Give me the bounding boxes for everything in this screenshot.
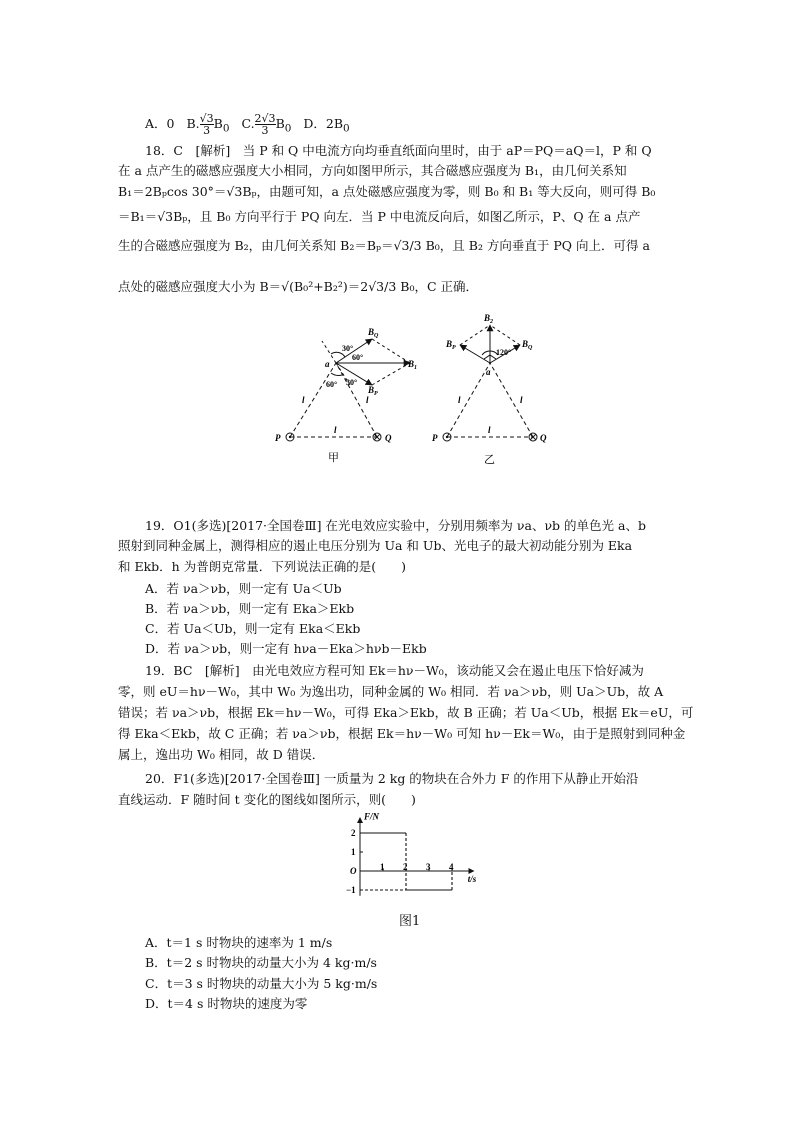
label-l-left: l bbox=[302, 395, 305, 405]
q19-option-a: A．若 νa＞νb，则一定有 Ua＜Ub bbox=[145, 581, 342, 596]
y-tick-label: 1 bbox=[351, 847, 356, 857]
y-tick-label: −1 bbox=[346, 885, 356, 895]
label-BP: $B_P$ bbox=[368, 385, 378, 397]
origin-label: O bbox=[350, 866, 357, 876]
q19-explanation-line: 错误；若 νa＞νb，根据 Ek＝hν－W₀，可得 Eka＞Ekb，故 B 正确；若 Ua＜Ub，根据 Ek＝eU，可 bbox=[118, 705, 694, 720]
label-120: 120° bbox=[496, 348, 512, 357]
q18-explanation-line: B₁＝2Bₚcos 30°＝√3Bₚ，由题可知，a 点处磁感应强度为零，则 B₀ 和 B₁ 等大反向，则可得 B₀ bbox=[118, 184, 656, 199]
q18-explanation-line: 18．C [解析] 当 P 和 Q 中电流方向均垂直纸面向里时，由于 aP＝PQ＝aQ＝l，P 和 Q bbox=[145, 143, 652, 158]
label-l-right: l bbox=[520, 395, 523, 405]
caption-yi: 乙 bbox=[484, 454, 495, 466]
label-Q: Q bbox=[540, 433, 547, 443]
label-BP: $B_P$ bbox=[446, 339, 456, 351]
label-30-top: 30° bbox=[342, 344, 354, 353]
caption-jia: 甲 bbox=[328, 452, 339, 464]
q18-options bbox=[145, 113, 350, 137]
x-tick-label: 3 bbox=[426, 862, 431, 872]
q19-option-b: B．若 νa＞νb，则一定有 Eka＞Ekb bbox=[145, 601, 355, 616]
label-l-right: l bbox=[366, 395, 369, 405]
label-B1: $B_1$ bbox=[408, 359, 418, 371]
label-l-bottom: l bbox=[488, 425, 491, 435]
q19-explanation-line: 属上，逸出功 W₀ 相同，故 D 错误． bbox=[118, 747, 325, 762]
label-B2: $B_2$ bbox=[484, 313, 494, 325]
q18-explanation-line: 在 a 点产生的磁感应强度大小相同，方向如图甲所示，其合磁感应强度为 B₁，由几何关系知 bbox=[118, 163, 627, 178]
q19-explanation-line: 19．BC [解析] 由光电效应方程可知 Ek＝hν－W₀，该动能又会在遏止电压下恰好减为 bbox=[145, 663, 644, 678]
label-a: a bbox=[325, 359, 330, 369]
x-tick-label: 2 bbox=[403, 862, 408, 872]
x-tick-label: 4 bbox=[449, 862, 454, 872]
q19-explanation-line: 得 Eka＜Ekb，故 C 正确；若 νa＞νb，根据 Ek＝hν－W₀ 可知 hν－Ek＝W₀，由于是照射到同种金 bbox=[118, 726, 686, 741]
q19-stem-line: 19．O1(多选)[2017·全国卷Ⅲ] 在光电效应实验中，分别用频率为 νa、νb 的单色光 a、b bbox=[145, 518, 646, 533]
force-time-chart bbox=[330, 808, 490, 908]
x-tick-label: 1 bbox=[380, 862, 385, 872]
label-l-bottom: l bbox=[334, 425, 337, 435]
q19-stem-line: 和 Ekb．h 为普朗克常量．下列说法正确的是( ) bbox=[118, 559, 406, 574]
y-tick-label: 2 bbox=[351, 828, 356, 838]
q18-explanation-line: 点处的磁感应强度大小为 B＝√(B₀²+B₂²)＝2√3/3 B₀，C 正确． bbox=[118, 279, 479, 294]
q18-option-a: A．0 bbox=[145, 116, 175, 131]
q18-explanation-line: ＝B₁＝√3Bₚ，且 B₀ 方向平行于 PQ 向左．当 P 中电流反向后，如图乙所示，P、Q 在 a 点产 bbox=[118, 209, 641, 224]
label-60-top: 60° bbox=[352, 353, 364, 362]
q18-option-b: B. $\frac{√3}{3}$ $B_0$ bbox=[186, 112, 230, 137]
figure-yi bbox=[432, 313, 547, 466]
label-Q: Q bbox=[385, 433, 392, 443]
q19-stem-line: 照射到同种金属上，测得相应的遏止电压分别为 Ua 和 Ub、光电子的最大初动能分别为 Eka bbox=[118, 538, 633, 553]
q20-option-d: D．t＝4 s 时物块的速度为零 bbox=[145, 996, 308, 1011]
figure-caption: 图1 bbox=[399, 914, 421, 929]
q20-stem-line: 20．F1(多选)[2017·全国卷Ⅲ] 一质量为 2 kg 的物块在合外力 F 的作用下从静止开始沿 bbox=[145, 771, 639, 786]
label-a: a bbox=[486, 367, 491, 377]
label-30-bot: 30° bbox=[346, 378, 358, 387]
label-P: P bbox=[432, 433, 438, 443]
x-axis-label: t/s bbox=[467, 874, 477, 884]
label-BQ: $B_Q$ bbox=[368, 327, 379, 339]
q20-option-a: A．t＝1 s 时物块的速率为 1 m/s bbox=[145, 935, 333, 950]
label-60-bot: 60° bbox=[326, 380, 338, 389]
label-BQ: $B_Q$ bbox=[522, 339, 533, 351]
q19-explanation-line: 零，则 eU＝hν－W₀，其中 W₀ 为逸出功，同种金属的 W₀ 相同．若 νa＞νb，则 Ua＞Ub，故 A bbox=[118, 684, 664, 699]
label-P: P bbox=[275, 433, 281, 443]
q20-option-c: C．t＝3 s 时物块的动量大小为 5 kg·m/s bbox=[145, 976, 378, 991]
label-l-left: l bbox=[458, 395, 461, 405]
q19-option-c: C．若 Ua＜Ub，则一定有 Eka＜Ekb bbox=[145, 621, 361, 636]
q20-option-b: B．t＝2 s 时物块的动量大小为 4 kg·m/s bbox=[145, 955, 377, 970]
q18-explanation-line: 生的合磁感应强度为 B₂，由几何关系知 B₂＝Bₚ＝√3/3 B₀，且 B₂ 方向垂直于 PQ 向上．可得 a bbox=[118, 238, 650, 253]
q18-option-c: C. $\frac{2√3}{3}$ $B_0$ bbox=[241, 112, 292, 137]
q19-option-d: D．若 νa＞νb，则一定有 hνa－Eka＞hνb－Ekb bbox=[145, 641, 427, 656]
q20-stem-line: 直线运动．F 随时间 t 变化的图线如图所示，则( ) bbox=[118, 792, 416, 807]
magnetic-field-figures bbox=[0, 305, 794, 475]
y-axis-label: F/N bbox=[364, 811, 380, 822]
figure-jia bbox=[275, 327, 417, 464]
q18-option-d: D．$2B_0$ bbox=[303, 116, 350, 135]
